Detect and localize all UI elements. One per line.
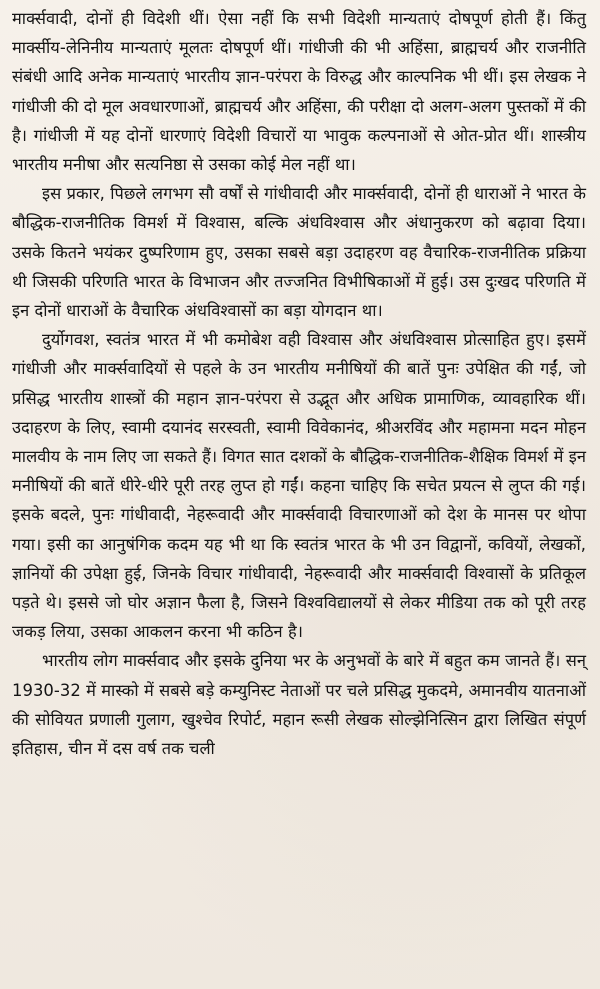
paragraph-4: भारतीय लोग मार्क्सवाद और इसके दुनिया भर के अनुभवों के बारे में बहुत कम जानते हैं। सन् 1930-32 में मास्को में सबसे बड़े कम्युनिस्ट नेताओं पर चले प्रसिद्ध मुकदमे, अमानवीय यातनाओं की सोवियत प्रणाली गुलाग, खुश्चेव रिपोर्ट, महान रूसी लेखक सोल्झेनित्सिन द्वारा लिखित संपूर्ण इतिहास, चीन में दस वर्ष तक चली: [12, 651, 586, 759]
paragraph-1: मार्क्सवादी, दोनों ही विदेशी थीं। ऐसा नहीं कि सभी विदेशी मान्यताएं दोषपूर्ण होती हैं। किंतु मार्क्सीय-लेनिनीय मान्यताएं मूलतः दोषपूर्ण थीं। गांधीजी की भी अहिंसा, ब्राह्मचर्य और राजनीति संबंधी आदि अनेक मान्यताएं भारतीय ज्ञान-परंपरा के विरुद्ध और काल्पनिक भी थीं। इस लेखक ने गांधीजी की दो मूल अवधारणाओं, ब्राह्मचर्य और अहिंसा, की परीक्षा दो अलग-अलग पुस्तकों में की है। गांधीजी में यह दोनों धारणाएं विदेशी विचारों या भावुक कल्पनाओं से ओत-प्रोत थीं। शास्त्रीय भारतीय मनीषा और सत्यनिष्ठा से उसका कोई मेल नहीं था।: [12, 9, 586, 175]
paragraph-3: दुर्योगवश, स्वतंत्र भारत में भी कमोबेश वही विश्वास और अंधविश्वास प्रोत्साहित हुए। इसमें गांधीजी और मार्क्सवादियों से पहले के उन भारतीय मनीषियों की बातें पुनः उपेक्षित की गईं, जो प्रसिद्ध भारतीय शास्त्रों की महान ज्ञान-परंपरा से उद्भूत और अधिक प्रामाणिक, व्यावहारिक थीं। उदाहरण के लिए, स्वामी दयानंद सरस्वती, स्वामी विवेकानंद, श्रीअरविंद और महामना मदन मोहन मालवीय के नाम लिए जा सकते हैं। विगत सात दशकों के बौद्धिक-राजनीतिक-शैक्षिक विमर्श में इन मनीषियों की बातें धीरे-धीरे पूरी तरह लुप्त हो गईं। कहना चाहिए कि सचेत प्रयत्न से लुप्त की गई। इसके बदले, पुनः गांधीवादी, नेहरूवादी और मार्क्सवादी विचारणाओं को देश के मानस पर थोपा गया। इसी का आनुषंगिक कदम यह भी था कि स्वतंत्र भारत के भी उन विद्वानों, कवियों, लेखकों, ज्ञानियों की उपेक्षा हुई, जिनके विचार गांधीवादी, नेहरूवादी और मार्क्सवादी विश्वासों के प्रतिकूल पड़ते थे। इससे जो घोर अज्ञान फैला है, जिसने विश्वविद्यालयों से लेकर मीडिया तक को पूरी तरह जकड़ लिया, उसका आकलन करना भी कठिन है।: [12, 330, 586, 642]
paragraph-2: इस प्रकार, पिछले लगभग सौ वर्षों से गांधीवादी और मार्क्सवादी, दोनों ही धाराओं ने भारत के बौद्धिक-राजनीतिक विमर्श में विश्वास, बल्कि अंधविश्वास और अंधानुकरण को बढ़ावा दिया। उसके कितने भयंकर दुष्परिणाम हुए, उसका सबसे बड़ा उदाहरण वह वैचारिक-राजनीतिक प्रक्रिया थी जिसकी परिणति भारत के विभाजन और तज्जनित विभीषिकाओं में हुई। उस दुःखद परिणति में इन दोनों धाराओं के वैचारिक अंधविश्वासों का बड़ा योगदान था।: [12, 184, 586, 321]
